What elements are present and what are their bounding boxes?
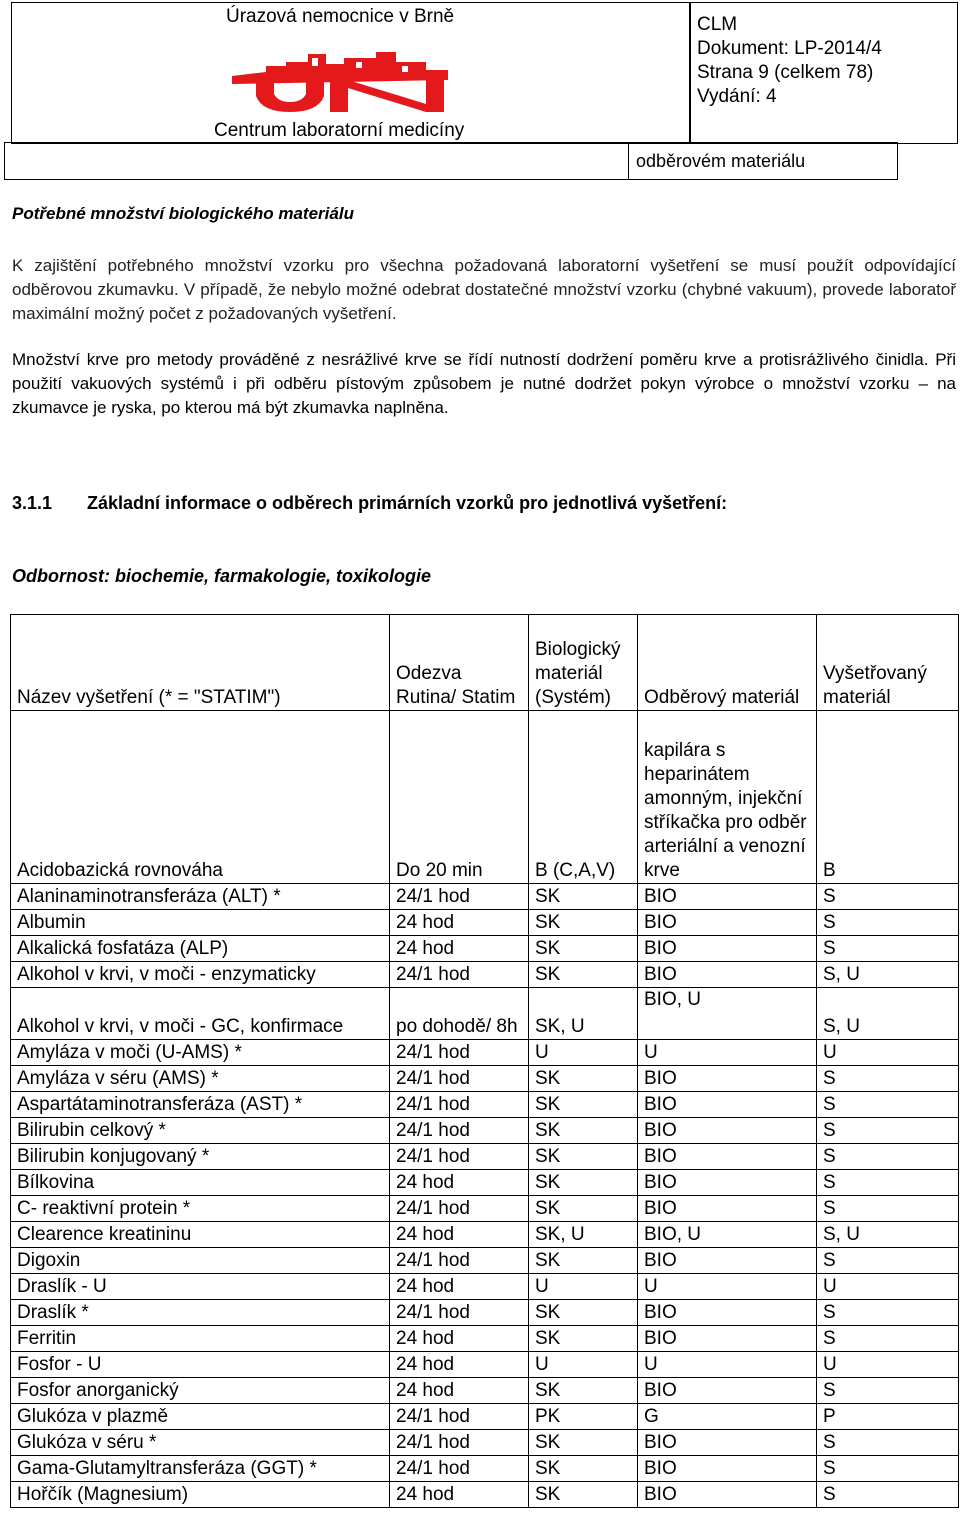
- page-number: Strana 9 (celkem 78): [697, 62, 874, 83]
- cell-exam-name: Fosfor anorganický: [11, 1378, 390, 1404]
- cell-response-time: 24/1 hod: [390, 1300, 529, 1326]
- cell-exam-name: Albumin: [11, 910, 390, 936]
- edition: Vydání: 4: [697, 86, 777, 107]
- cell-response-time: 24/1 hod: [390, 1456, 529, 1482]
- cell-tested-material: S: [817, 1092, 959, 1118]
- table-row: [11, 1430, 959, 1456]
- table-row: [11, 988, 959, 1040]
- cell-exam-name: Acidobazická rovnováha: [11, 711, 390, 884]
- cell-tested-material: S: [817, 1170, 959, 1196]
- cell-bio-material: SK: [529, 1196, 638, 1222]
- cell-bio-material: SK: [529, 962, 638, 988]
- cell-tested-material: S, U: [817, 962, 959, 988]
- cell-tested-material: B: [817, 711, 959, 884]
- cell-bio-material: SK: [529, 1430, 638, 1456]
- cell-tested-material: P: [817, 1404, 959, 1430]
- cell-response-time: 24/1 hod: [390, 1092, 529, 1118]
- logo-building-shape: [232, 52, 448, 84]
- table-row: [11, 1196, 959, 1222]
- cell-tested-material: S: [817, 1378, 959, 1404]
- cell-tested-material: S: [817, 1456, 959, 1482]
- cell-exam-name: Glukóza v plazmě: [11, 1404, 390, 1430]
- cell-bio-material: SK: [529, 910, 638, 936]
- cell-response-time: 24/1 hod: [390, 1118, 529, 1144]
- cell-tested-material: S: [817, 884, 959, 910]
- cell-exam-name: Bílkovina: [11, 1170, 390, 1196]
- table-row: [11, 1404, 959, 1430]
- cell-response-time: 24/1 hod: [390, 962, 529, 988]
- cell-response-time: 24/1 hod: [390, 1248, 529, 1274]
- subsection-title: Základní informace o odběrech primárních vzorků pro jednotlivá vyšetření:: [87, 493, 728, 513]
- cell-tested-material: S: [817, 910, 959, 936]
- table-row: [11, 1300, 959, 1326]
- cell-sampling-material: BIO: [638, 1300, 817, 1326]
- cell-response-time: po dohodě/ 8h: [390, 988, 529, 1040]
- cell-bio-material: SK, U: [529, 988, 638, 1040]
- header-subtitle-divider: [628, 142, 630, 180]
- cell-response-time: 24 hod: [390, 1170, 529, 1196]
- header-cell-sampling-material: Odběrový materiál: [638, 615, 817, 711]
- cell-bio-material: SK: [529, 884, 638, 910]
- cell-sampling-material: BIO: [638, 1430, 817, 1456]
- cell-tested-material: S, U: [817, 1222, 959, 1248]
- cell-exam-name: Fosfor - U: [11, 1352, 390, 1378]
- header-cell-tested-material: Vyšetřovaný materiál: [817, 615, 959, 711]
- cell-bio-material: SK: [529, 1248, 638, 1274]
- hospital-name: Úrazová nemocnice v Brně: [226, 6, 455, 27]
- cell-tested-material: S: [817, 1300, 959, 1326]
- subsection-number: 3.1.1: [12, 493, 53, 513]
- cell-sampling-material: BIO: [638, 1482, 817, 1508]
- cell-tested-material: S: [817, 1430, 959, 1456]
- cell-sampling-material: U: [638, 1352, 817, 1378]
- cell-bio-material: SK, U: [529, 1222, 638, 1248]
- cell-response-time: 24 hod: [390, 1378, 529, 1404]
- cell-sampling-material: BIO: [638, 1456, 817, 1482]
- cell-response-time: 24/1 hod: [390, 1144, 529, 1170]
- table-row: [11, 1092, 959, 1118]
- cell-exam-name: Clearence kreatininu: [11, 1222, 390, 1248]
- cell-bio-material: SK: [529, 1092, 638, 1118]
- cell-tested-material: S, U: [817, 988, 959, 1040]
- table-row: [11, 1118, 959, 1144]
- cell-sampling-material: BIO: [638, 1144, 817, 1170]
- cell-bio-material: B (C,A,V): [529, 711, 638, 884]
- cell-exam-name: Glukóza v séru *: [11, 1430, 390, 1456]
- cell-response-time: 24 hod: [390, 1352, 529, 1378]
- cell-exam-name: Bilirubin konjugovaný *: [11, 1144, 390, 1170]
- cell-response-time: 24 hod: [390, 1482, 529, 1508]
- cell-bio-material: U: [529, 1040, 638, 1066]
- cell-tested-material: S: [817, 1196, 959, 1222]
- table-row: [11, 1066, 959, 1092]
- cell-bio-material: SK: [529, 1118, 638, 1144]
- table-row: [11, 1378, 959, 1404]
- cell-sampling-material: BIO: [638, 1092, 817, 1118]
- cell-response-time: 24 hod: [390, 910, 529, 936]
- cell-bio-material: SK: [529, 1144, 638, 1170]
- cell-sampling-material: BIO: [638, 1196, 817, 1222]
- cell-response-time: Do 20 min: [390, 711, 529, 884]
- cell-sampling-material: BIO: [638, 884, 817, 910]
- table-row: [11, 884, 959, 910]
- subsection-heading: [12, 493, 727, 514]
- cell-sampling-material: BIO: [638, 962, 817, 988]
- cell-bio-material: SK: [529, 1326, 638, 1352]
- cell-exam-name: Ferritin: [11, 1326, 390, 1352]
- cell-sampling-material: BIO: [638, 1378, 817, 1404]
- cell-response-time: 24 hod: [390, 1222, 529, 1248]
- cell-exam-name: Amyláza v séru (AMS) *: [11, 1066, 390, 1092]
- cell-sampling-material: G: [638, 1404, 817, 1430]
- cell-response-time: 24/1 hod: [390, 884, 529, 910]
- cell-sampling-material: BIO, U: [638, 1222, 817, 1248]
- cell-exam-name: Hořčík (Magnesium): [11, 1482, 390, 1508]
- cell-exam-name: Alkohol v krvi, v moči - enzymaticky: [11, 962, 390, 988]
- header-cell-bio-material: Biologický materiál (Systém): [529, 615, 638, 711]
- cell-bio-material: U: [529, 1274, 638, 1300]
- table-row: [11, 1040, 959, 1066]
- cell-exam-name: Alkohol v krvi, v moči - GC, konfirmace: [11, 988, 390, 1040]
- logo-u-shape: [256, 80, 324, 112]
- cell-response-time: 24/1 hod: [390, 1404, 529, 1430]
- cell-tested-material: S: [817, 1248, 959, 1274]
- logo-n-shape: [330, 80, 444, 112]
- cell-bio-material: SK: [529, 936, 638, 962]
- table-row: [11, 910, 959, 936]
- cell-bio-material: PK: [529, 1404, 638, 1430]
- cell-tested-material: S: [817, 936, 959, 962]
- odbornost-heading: Odbornost: biochemie, farmakologie, toxikologie: [12, 566, 432, 586]
- cell-sampling-material: BIO: [638, 936, 817, 962]
- center-name: Centrum laboratorní medicíny: [214, 120, 465, 141]
- table-row: [11, 962, 959, 988]
- cell-response-time: 24/1 hod: [390, 1430, 529, 1456]
- table-row: [11, 936, 959, 962]
- cell-exam-name: Alkalická fosfatáza (ALP): [11, 936, 390, 962]
- cell-sampling-material: BIO, U: [638, 988, 817, 1040]
- header-cell-name: Název vyšetření (* = "STATIM"): [11, 615, 390, 711]
- table-row: [11, 1352, 959, 1378]
- table-row: [11, 1170, 959, 1196]
- cell-sampling-material: U: [638, 1040, 817, 1066]
- cell-bio-material: U: [529, 1352, 638, 1378]
- table-row: [11, 1456, 959, 1482]
- table-row: [11, 1248, 959, 1274]
- cell-exam-name: Alaninaminotransferáza (ALT) *: [11, 884, 390, 910]
- table-row: [11, 711, 959, 884]
- cell-response-time: 24/1 hod: [390, 1196, 529, 1222]
- cell-bio-material: SK: [529, 1378, 638, 1404]
- cell-response-time: 24 hod: [390, 1274, 529, 1300]
- cell-tested-material: U: [817, 1352, 959, 1378]
- cell-tested-material: U: [817, 1274, 959, 1300]
- cell-sampling-material: BIO: [638, 1326, 817, 1352]
- header-cell-response: Odezva Rutina/ Statim: [390, 615, 529, 711]
- table-row: [11, 1222, 959, 1248]
- cell-exam-name: Aspartátaminotransferáza (AST) *: [11, 1092, 390, 1118]
- cell-sampling-material: BIO: [638, 910, 817, 936]
- cell-bio-material: SK: [529, 1170, 638, 1196]
- section-title: Potřebné množství biologického materiálu: [12, 204, 354, 223]
- cell-response-time: 24 hod: [390, 1326, 529, 1352]
- cell-bio-material: SK: [529, 1066, 638, 1092]
- cell-bio-material: SK: [529, 1456, 638, 1482]
- cell-sampling-material: BIO: [638, 1066, 817, 1092]
- cell-exam-name: Digoxin: [11, 1248, 390, 1274]
- paragraph-2: Množství krve pro metody prováděné z nesrážlivé krve se řídí nutností dodržení poměru krve a protisrážlivého činidla. Při použití vakuových systémů i při odběru pístovým způsobem je nutné dodržet pokyn výrobce o množství vzorku – na zkumavce je ryska, po kterou má být zkumavka naplněna.: [12, 350, 956, 417]
- cell-tested-material: S: [817, 1482, 959, 1508]
- header-subtitle: odběrovém materiálu: [636, 151, 806, 171]
- doc-abbreviation: CLM: [697, 14, 738, 35]
- cell-sampling-material: BIO: [638, 1248, 817, 1274]
- cell-exam-name: Amyláza v moči (U-AMS) *: [11, 1040, 390, 1066]
- cell-exam-name: Draslík *: [11, 1300, 390, 1326]
- table-row: [11, 1274, 959, 1300]
- cell-bio-material: SK: [529, 1300, 638, 1326]
- paragraph-1: K zajištění potřebného množství vzorku pro všechna požadovaná laboratorní vyšetření se musí použít odpovídající odběrovou zkumavku. V případě, že nebylo možné odebrat dostatečné množství vzorku (chybné vakuum), provede laboratoř maximální možný počet z požadovaných vyšetření.: [12, 256, 956, 323]
- table-row: [11, 1144, 959, 1170]
- table-row: [11, 1482, 959, 1508]
- cell-sampling-material: BIO: [638, 1170, 817, 1196]
- cell-response-time: 24/1 hod: [390, 1066, 529, 1092]
- cell-exam-name: Draslík - U: [11, 1274, 390, 1300]
- hospital-logo: [226, 36, 474, 112]
- cell-tested-material: S: [817, 1326, 959, 1352]
- document-code: Dokument: LP-2014/4: [697, 38, 882, 59]
- cell-response-time: 24/1 hod: [390, 1040, 529, 1066]
- cell-tested-material: S: [817, 1066, 959, 1092]
- cell-exam-name: Gama-Glutamyltransferáza (GGT) *: [11, 1456, 390, 1482]
- cell-response-time: 24 hod: [390, 936, 529, 962]
- cell-exam-name: C- reaktivní protein *: [11, 1196, 390, 1222]
- cell-tested-material: S: [817, 1118, 959, 1144]
- table-row: [11, 1326, 959, 1352]
- cell-bio-material: SK: [529, 1482, 638, 1508]
- cell-sampling-material: kapilára s heparinátem amonným, injekční stříkačka pro odběr arteriální a venozní krve: [638, 711, 817, 884]
- cell-tested-material: U: [817, 1040, 959, 1066]
- table-header-row: [11, 615, 959, 711]
- cell-sampling-material: BIO: [638, 1118, 817, 1144]
- cell-sampling-material: U: [638, 1274, 817, 1300]
- cell-tested-material: S: [817, 1144, 959, 1170]
- exam-table: [10, 614, 959, 1508]
- cell-exam-name: Bilirubin celkový *: [11, 1118, 390, 1144]
